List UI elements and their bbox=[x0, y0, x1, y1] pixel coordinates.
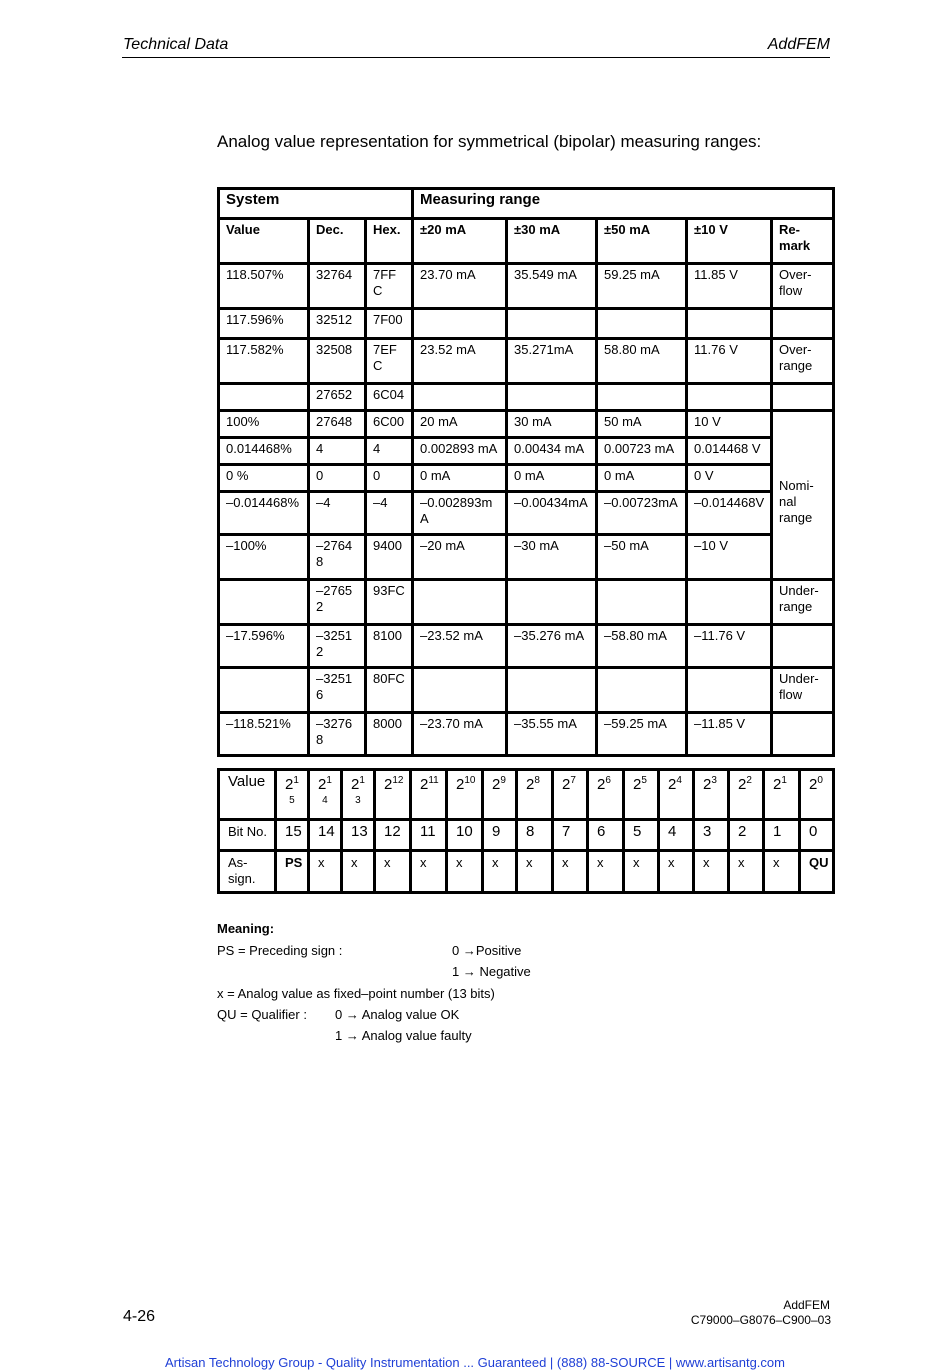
bit-weight-base bbox=[668, 774, 682, 792]
bit-weight-cell bbox=[553, 770, 588, 820]
bit-number: 5 bbox=[624, 820, 659, 851]
table-cell: 0 % bbox=[219, 465, 309, 492]
table-row bbox=[219, 384, 834, 411]
bit-weight-base bbox=[420, 774, 439, 792]
bit-assignment: x bbox=[729, 851, 764, 893]
table-cell: 4 bbox=[366, 438, 413, 465]
bit-weight-base bbox=[562, 774, 576, 792]
table-cell: 23.52 mA bbox=[413, 339, 507, 384]
table-cell: 35.549 mA bbox=[507, 264, 597, 309]
bit-weight-base-digit: 2 bbox=[809, 776, 818, 793]
bit-weight-exponent: 1 bbox=[781, 775, 787, 786]
bit-weight bbox=[633, 774, 647, 792]
table-cell: 7F00 bbox=[366, 309, 413, 339]
bit-number: 15 bbox=[276, 820, 309, 851]
column-header: ±10 V bbox=[687, 219, 772, 264]
bit-weight-exponent: 1 bbox=[326, 775, 332, 786]
table-cell: –0.014468% bbox=[219, 492, 309, 535]
bit-weight bbox=[562, 774, 576, 792]
table-cell bbox=[772, 384, 834, 411]
table-cell bbox=[597, 309, 687, 339]
bit-weight-exponent: 4 bbox=[676, 775, 682, 786]
bit-weight-base bbox=[492, 774, 506, 792]
table-cell: 9400 bbox=[366, 535, 413, 580]
table-row bbox=[219, 438, 834, 465]
bit-number-label: Bit No. bbox=[219, 820, 276, 851]
table-cell: –4 bbox=[309, 492, 366, 535]
bit-assignment: x bbox=[411, 851, 447, 893]
bit-weight-cell bbox=[624, 770, 659, 820]
table-cell bbox=[413, 384, 507, 411]
bit-assignment-label: As- sign. bbox=[219, 851, 276, 893]
bit-weight-cell bbox=[483, 770, 517, 820]
table-cell: 11.76 V bbox=[687, 339, 772, 384]
bit-weight-base bbox=[384, 774, 403, 792]
bit-weight-base bbox=[703, 774, 717, 792]
bit-number: 0 bbox=[800, 820, 834, 851]
table-cell: –0.00434mA bbox=[507, 492, 597, 535]
nominal-range-remark: Nomi- nal range bbox=[772, 411, 834, 580]
bit-assignment: x bbox=[624, 851, 659, 893]
table-row bbox=[219, 339, 834, 384]
bit-weight-exponent: 2 bbox=[746, 775, 752, 786]
table-cell: –118.521% bbox=[219, 713, 309, 756]
table-cell bbox=[687, 384, 772, 411]
bit-weight-base-digit: 2 bbox=[526, 776, 535, 793]
bit-weight-base-digit: 2 bbox=[318, 776, 327, 793]
table-cell: 80FC bbox=[366, 668, 413, 713]
bit-number: 11 bbox=[411, 820, 447, 851]
table-cell: Over- flow bbox=[772, 264, 834, 309]
table-cell bbox=[507, 309, 597, 339]
column-header: Value bbox=[219, 219, 309, 264]
table-cell: 4 bbox=[309, 438, 366, 465]
table-cell: –35.55 mA bbox=[507, 713, 597, 756]
table-cell: 100% bbox=[219, 411, 309, 438]
table-cell: 50 mA bbox=[597, 411, 687, 438]
column-header-row bbox=[219, 219, 834, 264]
bit-weight bbox=[809, 774, 823, 792]
bit-number: 10 bbox=[447, 820, 483, 851]
bit-number: 3 bbox=[694, 820, 729, 851]
header-product-name: AddFEM bbox=[767, 36, 830, 53]
vendor-banner-link[interactable]: Artisan Technology Group - Quality Instrumentation ... Guaranteed | (888) 88-SOURCE | www.artisantg.com bbox=[165, 1355, 785, 1370]
bit-weight-base-digit: 2 bbox=[773, 776, 782, 793]
bit-weight-exponent: 10 bbox=[464, 775, 476, 786]
table-cell: 0 V bbox=[687, 465, 772, 492]
table-cell: 0.014468% bbox=[219, 438, 309, 465]
table-cell: 0 mA bbox=[413, 465, 507, 492]
column-header: Dec. bbox=[309, 219, 366, 264]
bit-number: 12 bbox=[375, 820, 411, 851]
qu-faulty: 1 → Analog value faulty bbox=[335, 1028, 472, 1043]
qu-definition: QU = Qualifier : bbox=[217, 1007, 307, 1022]
table-cell: –20 mA bbox=[413, 535, 507, 580]
qu-ok: 0 → Analog value OK bbox=[335, 1007, 460, 1022]
table-cell: 6C00 bbox=[366, 411, 413, 438]
page-number: 4-26 bbox=[123, 1308, 156, 1325]
bit-number: 2 bbox=[729, 820, 764, 851]
bit-value-label: Value bbox=[219, 770, 276, 820]
bit-weight-exponent: 12 bbox=[392, 775, 404, 786]
table-cell: 20 mA bbox=[413, 411, 507, 438]
table-cell: 0 mA bbox=[597, 465, 687, 492]
bit-weight-cell bbox=[447, 770, 483, 820]
table-cell bbox=[772, 625, 834, 668]
bit-weight-cell bbox=[342, 770, 375, 820]
bit-weight bbox=[492, 774, 506, 792]
bit-weight-exponent: 9 bbox=[500, 775, 506, 786]
bit-number: 13 bbox=[342, 820, 375, 851]
table-cell: 117.582% bbox=[219, 339, 309, 384]
bit-weight-exponent: 0 bbox=[817, 775, 823, 786]
table-cell: 0.00723 mA bbox=[597, 438, 687, 465]
bit-weight bbox=[285, 774, 299, 808]
table-cell: –59.25 mA bbox=[597, 713, 687, 756]
bit-number: 1 bbox=[764, 820, 800, 851]
table-cell bbox=[772, 309, 834, 339]
bit-number: 8 bbox=[517, 820, 553, 851]
table-cell bbox=[507, 580, 597, 625]
table-cell bbox=[219, 384, 309, 411]
table-cell: –35.276 mA bbox=[507, 625, 597, 668]
table-cell: –3251 2 bbox=[309, 625, 366, 668]
bit-assignment: x bbox=[517, 851, 553, 893]
table-cell: –11.85 V bbox=[687, 713, 772, 756]
footer-doc-number: C79000–G8076–C900–03 bbox=[690, 1313, 831, 1327]
table-cell: 58.80 mA bbox=[597, 339, 687, 384]
column-header: ±50 mA bbox=[597, 219, 687, 264]
bit-assignment: x bbox=[447, 851, 483, 893]
bit-weight-cell bbox=[276, 770, 309, 820]
bit-weight-base bbox=[773, 774, 787, 792]
bit-weight-cell bbox=[309, 770, 342, 820]
bit-weight-base-digit: 2 bbox=[351, 776, 360, 793]
table-row bbox=[219, 309, 834, 339]
table-cell: 32508 bbox=[309, 339, 366, 384]
bit-number: 7 bbox=[553, 820, 588, 851]
analog-value-table bbox=[217, 187, 835, 757]
bit-weight-exponent: 1 bbox=[359, 775, 365, 786]
table-cell: 32764 bbox=[309, 264, 366, 309]
table-cell: 0.014468 V bbox=[687, 438, 772, 465]
bit-weight-base-digit: 2 bbox=[420, 776, 429, 793]
table-cell bbox=[687, 309, 772, 339]
x-definition: x = Analog value as fixed–point number (13 bits) bbox=[217, 986, 495, 1001]
table-row bbox=[219, 535, 834, 580]
table-cell: 59.25 mA bbox=[597, 264, 687, 309]
table-row bbox=[219, 625, 834, 668]
bit-weight-base bbox=[285, 774, 299, 792]
table-row bbox=[219, 492, 834, 535]
bit-weight-cell bbox=[411, 770, 447, 820]
bit-assignment: x bbox=[483, 851, 517, 893]
bit-weight-exponent: 5 bbox=[641, 775, 647, 786]
table-cell: 27652 bbox=[309, 384, 366, 411]
table-cell: Under- range bbox=[772, 580, 834, 625]
table-cell: 11.85 V bbox=[687, 264, 772, 309]
bit-assignment: x bbox=[309, 851, 342, 893]
bit-assignment: x bbox=[375, 851, 411, 893]
table-cell: –3251 6 bbox=[309, 668, 366, 713]
bit-assignment: x bbox=[764, 851, 800, 893]
table-cell: –2764 8 bbox=[309, 535, 366, 580]
bit-weight-exponent-cont: 3 bbox=[355, 795, 361, 806]
column-header: ±20 mA bbox=[413, 219, 507, 264]
table-cell: 7FF C bbox=[366, 264, 413, 309]
table-cell: 0 mA bbox=[507, 465, 597, 492]
table-cell bbox=[687, 580, 772, 625]
bit-weight bbox=[738, 774, 752, 792]
bit-number: 14 bbox=[309, 820, 342, 851]
table-cell bbox=[772, 713, 834, 756]
bit-assignment: x bbox=[342, 851, 375, 893]
bit-weight-base bbox=[597, 774, 611, 792]
table-cell: 7EF C bbox=[366, 339, 413, 384]
table-cell: –2765 2 bbox=[309, 580, 366, 625]
group-header-row bbox=[219, 189, 834, 219]
bit-weight bbox=[456, 774, 475, 792]
bit-weight bbox=[773, 774, 787, 792]
table-cell: –11.76 V bbox=[687, 625, 772, 668]
table-cell bbox=[597, 384, 687, 411]
table-cell: 6C04 bbox=[366, 384, 413, 411]
table-cell bbox=[597, 580, 687, 625]
bit-weight-exponent-cont: 5 bbox=[289, 795, 295, 806]
bit-weight-exponent-cont: 4 bbox=[322, 795, 328, 806]
bit-weight-base-digit: 2 bbox=[633, 776, 642, 793]
bit-weight bbox=[384, 774, 403, 792]
meaning-title: Meaning: bbox=[217, 921, 275, 936]
bit-weight-cell bbox=[800, 770, 834, 820]
bit-weight bbox=[703, 774, 717, 792]
header-section-title: Technical Data bbox=[123, 36, 229, 53]
bit-weight-cell bbox=[729, 770, 764, 820]
column-header: ±30 mA bbox=[507, 219, 597, 264]
table-cell: –3276 8 bbox=[309, 713, 366, 756]
bit-weight-base bbox=[351, 774, 365, 792]
bit-weight-base bbox=[809, 774, 823, 792]
bit-weight-base bbox=[738, 774, 752, 792]
bit-assignment-table bbox=[217, 768, 835, 894]
bit-weight bbox=[351, 774, 365, 808]
bit-weight-base-digit: 2 bbox=[456, 776, 465, 793]
bit-weight-cell bbox=[375, 770, 411, 820]
table-cell: 10 V bbox=[687, 411, 772, 438]
table-cell: 27648 bbox=[309, 411, 366, 438]
bit-weight-exponent: 6 bbox=[605, 775, 611, 786]
table-cell: –10 V bbox=[687, 535, 772, 580]
table-cell: 0.002893 mA bbox=[413, 438, 507, 465]
bit-assignment: x bbox=[588, 851, 624, 893]
bit-weight-cell bbox=[659, 770, 694, 820]
table-cell bbox=[413, 309, 507, 339]
bit-weight bbox=[420, 774, 439, 792]
table-cell: –4 bbox=[366, 492, 413, 535]
bit-number: 6 bbox=[588, 820, 624, 851]
bit-weight bbox=[318, 774, 332, 808]
bit-assignment: x bbox=[694, 851, 729, 893]
header-rule bbox=[122, 57, 830, 58]
table-row bbox=[219, 580, 834, 625]
bit-weight-base bbox=[318, 774, 332, 792]
bit-weight-base-digit: 2 bbox=[285, 776, 294, 793]
footer-doc-title: AddFEM bbox=[783, 1298, 830, 1312]
table-row bbox=[219, 411, 834, 438]
system-header: System bbox=[219, 189, 413, 219]
bit-weight-base-digit: 2 bbox=[562, 776, 571, 793]
bit-value-row bbox=[219, 770, 834, 820]
table-cell bbox=[219, 668, 309, 713]
bit-number-row bbox=[219, 820, 834, 851]
table-cell: 8000 bbox=[366, 713, 413, 756]
bit-assignment: x bbox=[659, 851, 694, 893]
bit-weight-exponent: 1 bbox=[293, 775, 299, 786]
bit-weight-base bbox=[456, 774, 475, 792]
bit-assignment: x bbox=[553, 851, 588, 893]
table-cell: –17.596% bbox=[219, 625, 309, 668]
table-cell: –0.002893m A bbox=[413, 492, 507, 535]
table-cell bbox=[687, 668, 772, 713]
bit-weight bbox=[597, 774, 611, 792]
table-row bbox=[219, 713, 834, 756]
table-cell: 35.271mA bbox=[507, 339, 597, 384]
bit-number: 4 bbox=[659, 820, 694, 851]
table-cell: 118.507% bbox=[219, 264, 309, 309]
ps-definition: PS = Preceding sign : bbox=[217, 943, 343, 958]
table-row bbox=[219, 264, 834, 309]
table-cell: 93FC bbox=[366, 580, 413, 625]
bit-weight-base-digit: 2 bbox=[384, 776, 393, 793]
table-cell: 23.70 mA bbox=[413, 264, 507, 309]
table-row bbox=[219, 668, 834, 713]
table-cell bbox=[597, 668, 687, 713]
table-cell: 8100 bbox=[366, 625, 413, 668]
table-cell: Under- flow bbox=[772, 668, 834, 713]
bit-weight-cell bbox=[588, 770, 624, 820]
table-cell: –100% bbox=[219, 535, 309, 580]
table-cell: 0 bbox=[366, 465, 413, 492]
bit-number: 9 bbox=[483, 820, 517, 851]
table-cell bbox=[413, 668, 507, 713]
bit-weight bbox=[668, 774, 682, 792]
bit-weight-cell bbox=[517, 770, 553, 820]
bit-weight-base bbox=[526, 774, 540, 792]
table-cell: –50 mA bbox=[597, 535, 687, 580]
bit-weight-base-digit: 2 bbox=[703, 776, 712, 793]
table-cell bbox=[413, 580, 507, 625]
table-cell: –23.52 mA bbox=[413, 625, 507, 668]
table-cell: –58.80 mA bbox=[597, 625, 687, 668]
bit-weight-exponent: 11 bbox=[428, 775, 439, 786]
bit-weight-exponent: 7 bbox=[570, 775, 576, 786]
bit-weight-base-digit: 2 bbox=[597, 776, 606, 793]
column-header: Hex. bbox=[366, 219, 413, 264]
bit-weight-base-digit: 2 bbox=[668, 776, 677, 793]
table-cell: –30 mA bbox=[507, 535, 597, 580]
bit-assignment-row bbox=[219, 851, 834, 893]
table-cell: 30 mA bbox=[507, 411, 597, 438]
table-cell: Over- range bbox=[772, 339, 834, 384]
table-cell bbox=[219, 580, 309, 625]
table-cell bbox=[507, 668, 597, 713]
bit-weight-base-digit: 2 bbox=[492, 776, 501, 793]
bit-weight-cell bbox=[764, 770, 800, 820]
table-cell: –23.70 mA bbox=[413, 713, 507, 756]
bit-weight-exponent: 3 bbox=[711, 775, 717, 786]
bit-weight-base-digit: 2 bbox=[738, 776, 747, 793]
bit-weight bbox=[526, 774, 540, 792]
table-cell: 117.596% bbox=[219, 309, 309, 339]
table-cell: –0.014468V bbox=[687, 492, 772, 535]
table-cell: –0.00723mA bbox=[597, 492, 687, 535]
bit-assignment: PS bbox=[276, 851, 309, 893]
bit-assignment: QU bbox=[800, 851, 834, 893]
bit-weight-base bbox=[633, 774, 647, 792]
table-cell bbox=[507, 384, 597, 411]
intro-text: Analog value representation for symmetrical (bipolar) measuring ranges: bbox=[217, 132, 762, 151]
table-row bbox=[219, 465, 834, 492]
bit-weight-exponent: 8 bbox=[534, 775, 540, 786]
table-cell: 0.00434 mA bbox=[507, 438, 597, 465]
table-cell: 32512 bbox=[309, 309, 366, 339]
bit-weight-cell bbox=[694, 770, 729, 820]
measuring-range-header: Measuring range bbox=[413, 189, 834, 219]
table-cell: 0 bbox=[309, 465, 366, 492]
ps-negative: 1 → Negative bbox=[452, 964, 531, 979]
column-header: Re- mark bbox=[772, 219, 834, 264]
ps-positive: 0 →Positive bbox=[452, 943, 522, 958]
